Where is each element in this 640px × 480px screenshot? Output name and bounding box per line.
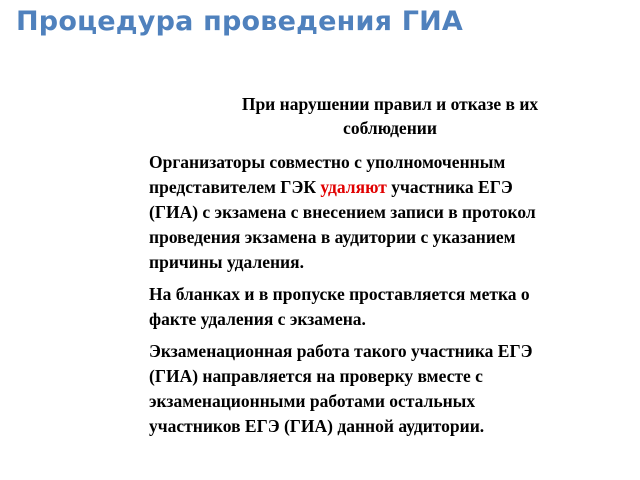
slide-title: Процедура проведения ГИА [16, 6, 464, 37]
paragraph-exam-work: Экзаменационная работа такого участника ЕГЭ (ГИА) направляется на проверку вместе с экзаменационными работами остальных участников ЕГЭ (ГИА) данной аудитории. [149, 341, 533, 436]
paragraph-removal-start: Организаторы совместно с уполномоченным представителем ГЭК [149, 152, 506, 197]
paragraph-mark: На бланках и в пропуске проставляется метка о факте удаления с экзамена. [149, 284, 530, 329]
paragraph-removal-end: участника ЕГЭ (ГИА) с экзамена с внесением записи в протокол проведения экзамена в аудитории с указанием причины удаления. [149, 177, 536, 272]
body-text [149, 150, 635, 446]
paragraph-removal [149, 150, 635, 275]
section-subheading: При нарушении правил и отказе в их соблюдении [241, 94, 539, 138]
highlighted-word: удаляют [320, 177, 387, 197]
